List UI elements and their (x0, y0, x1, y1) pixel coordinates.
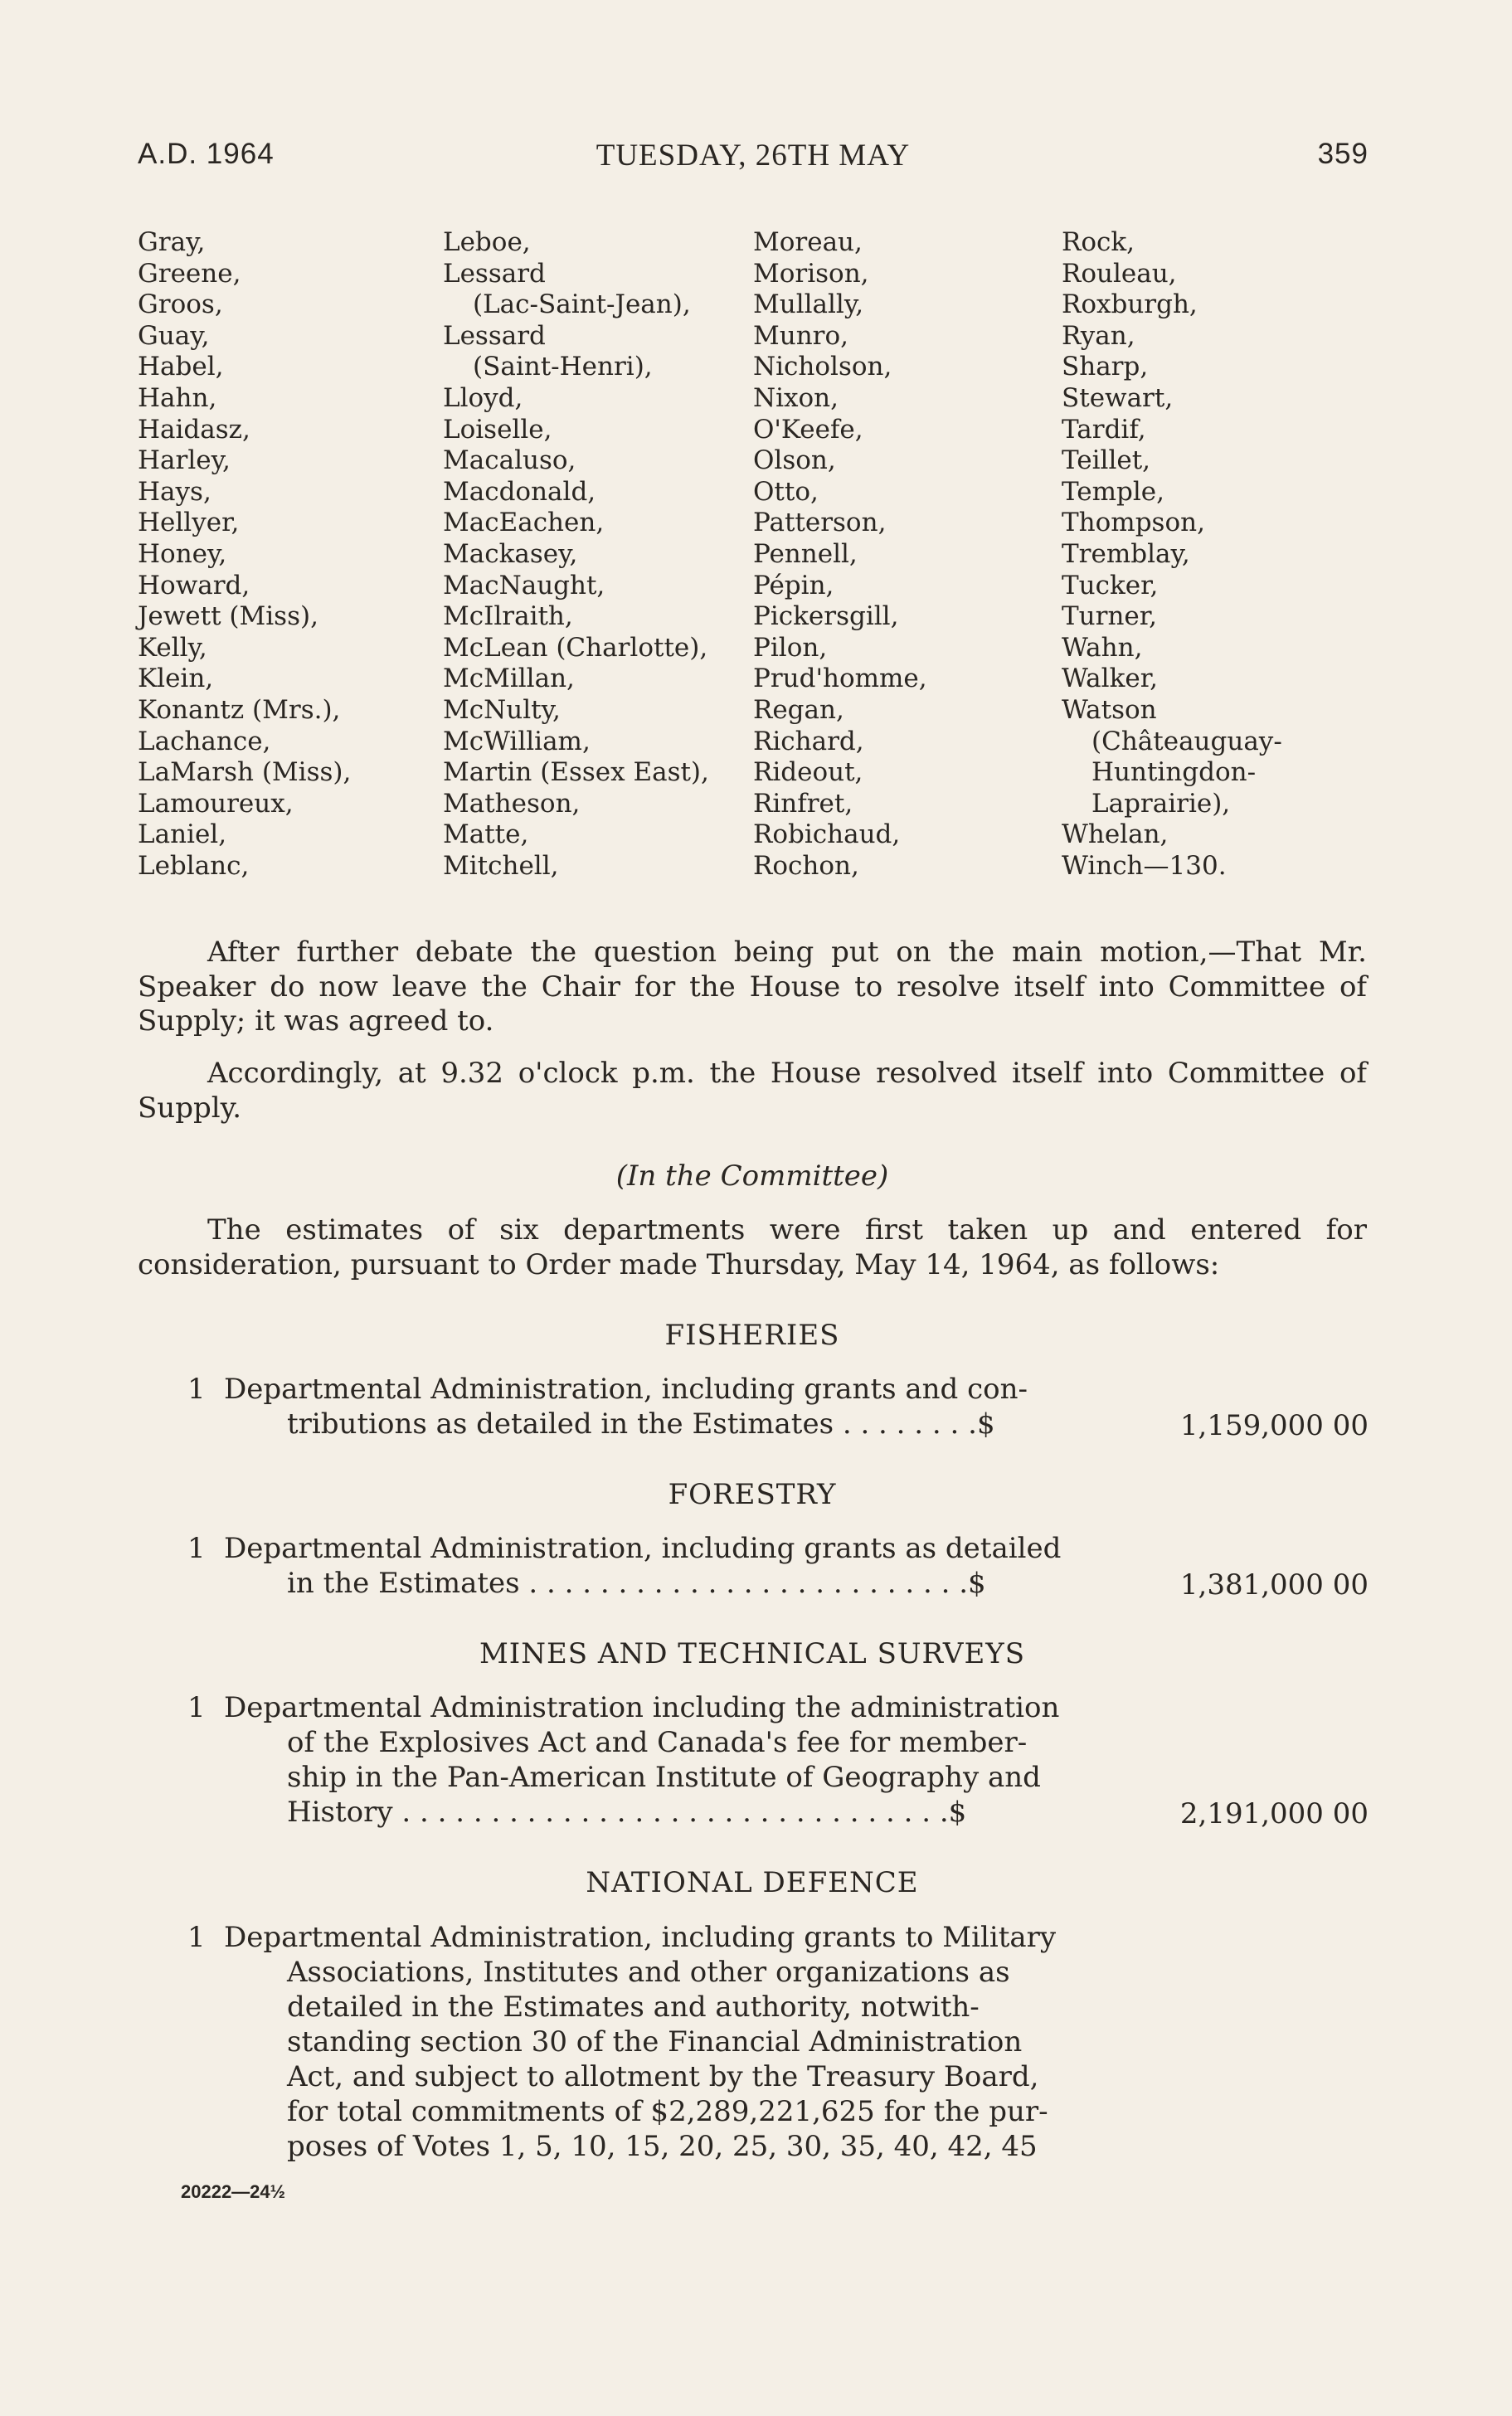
member-name: Kelly, (138, 632, 207, 663)
member-name: McMillan, (443, 664, 575, 694)
member-name: Watson (1062, 694, 1157, 725)
names-column-2 (443, 227, 709, 882)
vote-number: 1 (187, 1691, 206, 1724)
vote-number: 1 (187, 1373, 206, 1406)
member-name: McWilliam, (443, 726, 591, 756)
member-name: Tremblay, (1062, 538, 1190, 569)
names-column-4 (1062, 227, 1282, 882)
committee-resolution-paragraph: Accordingly, at 9.32 o'clock p.m. the House resolved itself into Committee of Supply. (138, 1057, 1367, 1125)
member-name: Mackasey, (443, 538, 578, 569)
member-name: Turner, (1062, 601, 1158, 632)
member-name: Laniel, (138, 819, 227, 850)
member-name: Martin (Essex East), (443, 757, 709, 788)
vote-item-forestry (187, 1531, 1125, 1601)
motion-paragraph: After further debate the question being put on the main motion,—That Mr. Speaker do now leave the Chair for the House to resolve itself into Committee of Supply; it was agreed to. (138, 936, 1367, 1038)
member-name: Nixon, (753, 382, 839, 413)
vote-text-line: for total commitments of $2,289,221,625 for the pur- (287, 2095, 1048, 2128)
member-name: (Saint-Henri), (473, 352, 653, 382)
member-name: Leboe, (443, 227, 531, 257)
names-column-1 (138, 227, 351, 882)
member-name: Rideout, (753, 757, 863, 788)
member-name: Habel, (138, 352, 224, 382)
member-name: LaMarsh (Miss), (138, 757, 352, 788)
member-name: Teillet, (1062, 445, 1151, 476)
member-name: Honey, (138, 538, 227, 569)
member-name: Thompson, (1062, 508, 1205, 538)
committee-heading: (In the Committee) (615, 1159, 889, 1193)
member-name: Wahn, (1062, 632, 1143, 663)
member-name: Tardif, (1062, 414, 1146, 445)
vote-text-line: of the Explosives Act and Canada's fee for member- (287, 1726, 1028, 1759)
member-name: Regan, (753, 694, 844, 725)
member-name: McNulty, (443, 694, 561, 725)
member-name: Ryan, (1062, 320, 1135, 351)
member-name: Olson, (753, 445, 836, 476)
member-name: Jewett (Miss), (138, 601, 318, 632)
member-name: (Châteauguay- (1091, 726, 1282, 756)
member-name: Pennell, (753, 538, 858, 569)
names-column-3 (753, 227, 927, 882)
member-name: Pilon, (753, 632, 828, 663)
member-name: Prud'homme, (753, 664, 927, 694)
vote-amount-forestry: 1,381,000 00 (1179, 1568, 1369, 1602)
member-name: Walker, (1062, 664, 1158, 694)
member-name: Laprairie), (1091, 788, 1231, 819)
member-name: Roxburgh, (1062, 289, 1198, 320)
member-name: Lessard (443, 320, 546, 351)
member-name: Harley, (138, 445, 231, 476)
member-name: Huntingdon- (1091, 757, 1257, 788)
vote-text-first-line: Departmental Administration, including grants and con- (224, 1373, 1028, 1406)
member-name: MacNaught, (443, 570, 605, 600)
member-name: Otto, (753, 476, 819, 507)
vote-text-line: poses of Votes 1, 5, 10, 15, 20, 25, 30, 35, 40, 42, 45 (287, 2130, 1038, 2163)
member-name: Patterson, (753, 508, 887, 538)
member-name: McIlraith, (443, 601, 573, 632)
printer-code: 20222—24½ (181, 2181, 285, 2202)
member-name: Sharp, (1062, 352, 1149, 382)
vote-item-mines (187, 1690, 1125, 1830)
member-name: Pépin, (753, 570, 834, 600)
member-name: Howard, (138, 570, 250, 600)
member-name: Gray, (138, 227, 206, 257)
vote-amount-mines: 2,191,000 00 (1179, 1797, 1369, 1830)
section-heading-mines: MINES AND TECHNICAL SURVEYS (479, 1637, 1026, 1670)
member-name: Moreau, (753, 227, 863, 257)
member-name: Konantz (Mrs.), (138, 694, 341, 725)
member-name: Matte, (443, 819, 529, 850)
vote-number: 1 (187, 1921, 206, 1954)
member-name: Tucker, (1062, 570, 1159, 600)
member-name: Nicholson, (753, 352, 892, 382)
member-name: Lessard (443, 258, 546, 289)
member-name: Morison, (753, 258, 869, 289)
vote-text-line: ship in the Pan-American Institute of Geography and (287, 1761, 1041, 1794)
member-name: Macdonald, (443, 476, 596, 507)
member-name: Klein, (138, 664, 214, 694)
header-year: A.D. 1964 (138, 138, 275, 170)
member-name: Rouleau, (1062, 258, 1177, 289)
member-name: Temple, (1062, 476, 1164, 507)
vote-text-line: standing section 30 of the Financial Administration (287, 2025, 1023, 2059)
vote-text-line: tributions as detailed in the Estimates . . . . . . . .$ (287, 1407, 995, 1441)
member-name: MacEachen, (443, 508, 605, 538)
member-name: Mitchell, (443, 850, 559, 881)
member-name: Whelan, (1062, 819, 1169, 850)
member-name: O'Keefe, (753, 414, 863, 445)
member-name: Rock, (1062, 227, 1135, 257)
member-name: Guay, (138, 320, 210, 351)
member-name: Hellyer, (138, 508, 240, 538)
member-name: Pickersgill, (753, 601, 899, 632)
member-name: Mullally, (753, 289, 864, 320)
member-name: Rinfret, (753, 788, 853, 819)
estimates-intro-paragraph: The estimates of six departments were first taken up and entered for consideration, pursuant to Order made Thursday, May 14, 1964, as follows: (138, 1213, 1367, 1281)
member-name: Lloyd, (443, 382, 523, 413)
section-heading-fisheries: FISHERIES (664, 1319, 840, 1352)
member-name: Greene, (138, 258, 241, 289)
header-date: TUESDAY, 26TH MAY (596, 139, 911, 173)
vote-text-line: Associations, Institutes and other organizations as (287, 1956, 1010, 1989)
member-name: Groos, (138, 289, 223, 320)
vote-text-line: History . . . . . . . . . . . . . . . . . . . . . . . . . . . . . . .$ (287, 1796, 967, 1829)
vote-text-first-line: Departmental Administration, including grants to Military (224, 1921, 1057, 1954)
member-name: (Lac-Saint-Jean), (473, 289, 691, 320)
section-heading-national-defence: NATIONAL DEFENCE (586, 1866, 919, 1899)
member-name: McLean (Charlotte), (443, 632, 708, 663)
member-name: Rochon, (753, 850, 859, 881)
member-name: Loiselle, (443, 414, 552, 445)
vote-item-national-defence (187, 1920, 1125, 2164)
vote-number: 1 (187, 1532, 206, 1565)
page-number: 359 (1317, 138, 1369, 170)
member-name: Lamoureux, (138, 788, 294, 819)
member-name: Leblanc, (138, 850, 250, 881)
member-name: Macaluso, (443, 445, 576, 476)
section-heading-forestry: FORESTRY (668, 1478, 837, 1511)
vote-text-line: in the Estimates . . . . . . . . . . . . . . . . . . . . . . . . .$ (287, 1567, 986, 1600)
vote-text-line: detailed in the Estimates and authority, notwith- (287, 1991, 980, 2024)
vote-text-line: Act, and subject to allotment by the Treasury Board, (287, 2060, 1039, 2093)
member-name: Hays, (138, 476, 211, 507)
vote-text-first-line: Departmental Administration, including grants as detailed (224, 1532, 1062, 1565)
member-name: Winch—130. (1062, 850, 1227, 881)
vote-item-fisheries (187, 1372, 1125, 1441)
member-name: Hahn, (138, 382, 217, 413)
member-name: Stewart, (1062, 382, 1174, 413)
member-name: Haidasz, (138, 414, 250, 445)
vote-amount-fisheries: 1,159,000 00 (1179, 1409, 1369, 1442)
member-name: Munro, (753, 320, 849, 351)
member-name: Robichaud, (753, 819, 901, 850)
member-name: Richard, (753, 726, 864, 756)
member-name: Lachance, (138, 726, 271, 756)
vote-text-first-line: Departmental Administration including the administration (224, 1691, 1060, 1724)
page-header (138, 138, 1369, 177)
member-name: Matheson, (443, 788, 581, 819)
